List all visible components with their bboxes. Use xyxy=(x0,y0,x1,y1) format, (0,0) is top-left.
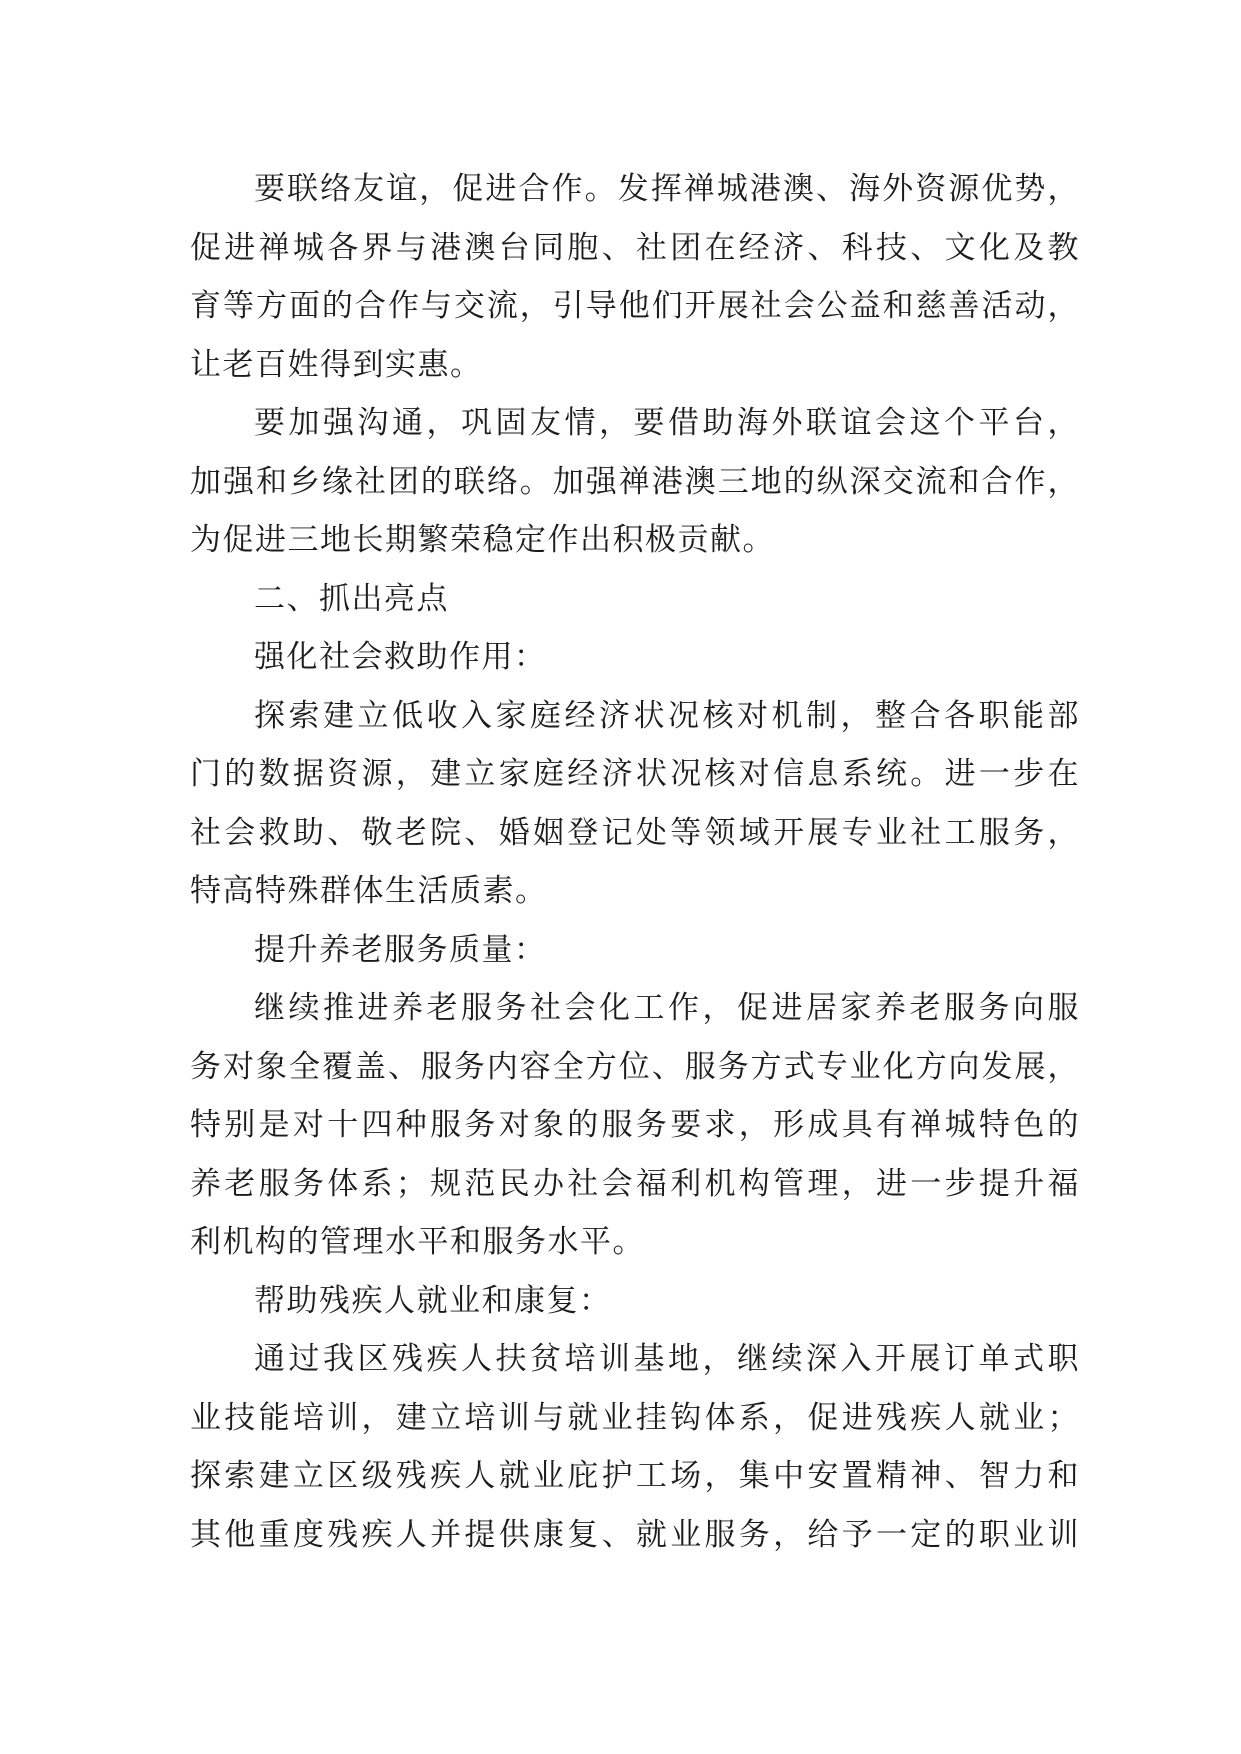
text-line: 探索建立区级残疾人就业庇护工场，集中安置精神、智力和 xyxy=(190,1458,1080,1494)
text-line: 探索建立低收入家庭经济状况核对机制，整合各职能部 xyxy=(254,697,1080,734)
text-line: 加强和乡缘社团的联络。加强禅港澳三地的纵深交流和合作， xyxy=(190,463,1080,500)
text-line: 特高特殊群体生活质素。 xyxy=(190,873,548,909)
text-line: 要联络友谊，促进合作。发挥禅城港澳、海外资源优势， xyxy=(254,171,1080,207)
text-line: 通过我区残疾人扶贫培训基地，继续深入开展订单式职 xyxy=(254,1341,1080,1377)
document-body xyxy=(190,160,1080,1564)
subsection-heading: 强化社会救助作用： xyxy=(254,639,547,675)
text-line: 要加强沟通，巩固友情，要借助海外联谊会这个平台， xyxy=(254,405,1080,441)
section-heading: 二、抓出亮点 xyxy=(254,580,449,617)
text-line: 育等方面的合作与交流，引导他们开展社会公益和慈善活动， xyxy=(190,288,1080,324)
text-line: 养老服务体系；规范民办社会福利机构管理，进一步提升福 xyxy=(190,1165,1080,1202)
subsection-heading: 提升养老服务质量： xyxy=(254,931,547,968)
text-line: 业技能培训，建立培训与就业挂钩体系，促进残疾人就业； xyxy=(190,1399,1080,1436)
subsection-heading: 帮助残疾人就业和康复： xyxy=(254,1282,612,1319)
text-line: 特别是对十四种服务对象的服务要求，形成具有禅城特色的 xyxy=(190,1107,1080,1143)
text-line: 务对象全覆盖、服务内容全方位、服务方式专业化方向发展， xyxy=(190,1048,1080,1085)
text-line: 利机构的管理水平和服务水平。 xyxy=(190,1224,645,1260)
text-line: 社会救助、敬老院、婚姻登记处等领域开展专业社工服务， xyxy=(190,814,1080,851)
text-line: 促进禅城各界与港澳台同胞、社团在经济、科技、文化及教 xyxy=(190,229,1080,266)
text-line: 为促进三地长期繁荣稳定作出积极贡献。 xyxy=(190,522,775,558)
text-line: 继续推进养老服务社会化工作，促进居家养老服务向服 xyxy=(254,990,1080,1026)
text-line: 其他重度残疾人并提供康复、就业服务，给予一定的职业训 xyxy=(190,1516,1080,1553)
text-line: 门的数据资源，建立家庭经济状况核对信息系统。进一步在 xyxy=(190,756,1080,792)
text-line: 让老百姓得到实惠。 xyxy=(190,346,483,383)
